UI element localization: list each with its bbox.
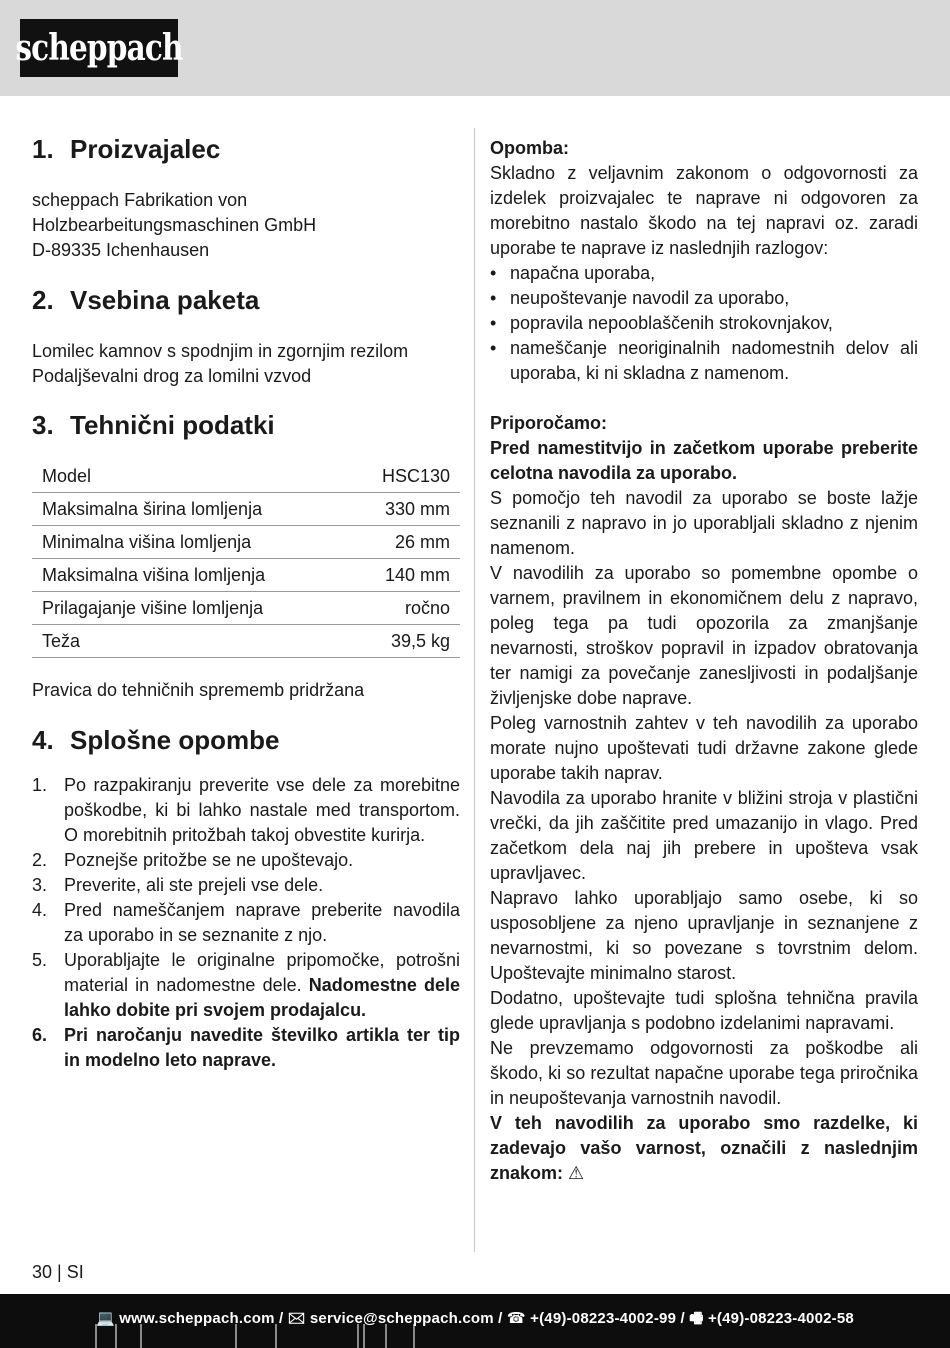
table-row: Maksimalna širina lomljenja 330 mm bbox=[32, 493, 460, 526]
table-row: Minimalna višina lomljenja 26 mm bbox=[32, 526, 460, 559]
header-bar bbox=[0, 0, 950, 96]
warning-triangle-icon: ⚠ bbox=[568, 1163, 585, 1183]
table-row: Model HSC130 bbox=[32, 460, 460, 493]
list-item: 2. Poznejše pritožbe se ne upoštevajo. bbox=[32, 850, 354, 870]
section-heading-technical-data: 3. Tehnični podatki bbox=[32, 410, 275, 440]
list-item: 1. Po razpakiranju preverite vse dele za morebitne poškodbe, ki bi lahko nastale med transportom. O morebitnih pritožbah takoj obvestite kurirja. bbox=[32, 775, 460, 845]
section-heading-manufacturer: 1. Proizvajalec bbox=[32, 134, 221, 164]
paragraph: Poleg varnostnih zahtev v teh navodilih za uporabo morate nujno upoštevati tudi državne zakone glede uporabe takih naprav. bbox=[490, 713, 918, 783]
package-item: Podaljševalni drog za lomilni vzvod bbox=[32, 366, 312, 386]
address-line: scheppach Fabrikation von bbox=[32, 190, 248, 210]
safety-symbol-note: V teh navodilih za uporabo smo razdelke, ki zadevajo vašo varnost, označili z naslednjim znakom: ⚠ bbox=[490, 1113, 918, 1183]
page-number: 30 | SI bbox=[32, 1262, 84, 1282]
address-line: Holzbearbeitungsmaschinen GmbH bbox=[32, 215, 317, 235]
footer-contact-line: 💻 www.scheppach.com / 🖂 service@scheppach.com / ☎ +(49)-08223-4002-99 / 🖷 +(49)-08223-4002-58 bbox=[96, 1310, 854, 1327]
scheppach-logo: scheppach bbox=[20, 19, 178, 77]
paragraph: Napravo lahko uporabljajo samo osebe, ki so usposobljene za njeno upravljanje in seznanjene z nevarnostmi, ki so povezane s tovrstnim delom. Upoštevajte minimalno starost. bbox=[490, 888, 918, 983]
table-row: Prilagajanje višine lomljenja ročno bbox=[32, 592, 460, 625]
table-row: Maksimalna višina lomljenja 140 mm bbox=[32, 559, 460, 592]
list-item: 4. Pred nameščanjem naprave preberite navodila za uporabo in se seznanite z njo. bbox=[32, 900, 460, 945]
paragraph: Navodila za uporabo hranite v bližini stroja v plastični vrečki, da jih zaščitite pred umazanijo in vlago. Pred začetkom dela naj jih prebere in upošteva vsak upravljavec. bbox=[490, 788, 918, 883]
paragraph: S pomočjo teh navodil za uporabo se boste lažje seznanili z napravo in jo uporabljali skladno z njenim namenom. bbox=[490, 488, 918, 558]
list-item: • popravila nepooblaščenih strokovnjakov, bbox=[490, 313, 833, 333]
list-item: • nameščanje neoriginalnih nadomestnih delov ali uporaba, ki ni skladna z namenom. bbox=[490, 338, 918, 383]
list-item: • neupoštevanje navodil za uporabo, bbox=[490, 288, 790, 308]
liability-note: Skladno z veljavnim zakonom o odgovornosti za izdelek proizvajalec te naprave ni odgovoren za morebitno nastalo škodo na tej napravi oz. zaradi uporabe te naprave iz naslednjih razlogov: bbox=[490, 163, 918, 258]
package-item: Lomilec kamnov s spodnjim in zgornjim rezilom bbox=[32, 341, 409, 361]
table-row: Teža 39,5 kg bbox=[32, 625, 460, 658]
manufacturer-address bbox=[32, 188, 460, 263]
paragraph: Dodatno, upoštevajte tudi splošna tehnična pravila glede upravljanja s podobno izdelanimi napravami. bbox=[490, 988, 918, 1033]
address-line: D-89335 Ichenhausen bbox=[32, 240, 210, 260]
list-item: 6. Pri naročanju navedite številko artikla ter tip in modelno leto naprave. bbox=[32, 1025, 460, 1070]
right-column bbox=[490, 136, 918, 1186]
list-item: 3. Preverite, ali ste prejeli vse dele. bbox=[32, 875, 324, 895]
note-heading: Opomba: bbox=[490, 138, 569, 158]
section-heading-general-notes: 4. Splošne opombe bbox=[32, 725, 280, 755]
general-notes-list bbox=[32, 773, 460, 1073]
recommendation-heading: Priporočamo: bbox=[490, 413, 608, 433]
technical-data-table bbox=[32, 460, 460, 658]
column-divider bbox=[474, 128, 475, 1252]
section-heading-package: 2. Vsebina paketa bbox=[32, 285, 260, 315]
left-column bbox=[32, 128, 460, 1073]
misuse-list bbox=[490, 261, 918, 386]
technical-changes-note: Pravica do tehničnih sprememb pridržana bbox=[32, 680, 365, 700]
paragraph: Ne prevzemamo odgovornosti za poškodbe ali škodo, ki so rezultat napačne uporabe tega priročnika in neupoštevanja varnostnih navodil. bbox=[490, 1038, 918, 1108]
recommendation-text: Pred namestitvijo in začetkom uporabe preberite celotna navodila za uporabo. bbox=[490, 438, 918, 483]
list-item: 5. Uporabljajte le originalne pripomočke, potrošni material in nadomestne dele. Nadomestne dele lahko dobite pri svojem prodajalcu. bbox=[32, 950, 461, 1020]
list-item: • napačna uporaba, bbox=[490, 263, 656, 283]
paragraph: V navodilih za uporabo so pomembne opombe o varnem, pravilnem in ekonomičnem delu z napravo, poleg tega pa tudi opozorila za zmanjšanje nevarnosti, stroškov popravil in izpadov obratovanja ter namigi za povečanje zanesljivosti in podaljšanje življenjske dobe naprave. bbox=[490, 563, 918, 708]
package-contents bbox=[32, 339, 460, 389]
footer-bar bbox=[0, 1294, 950, 1348]
